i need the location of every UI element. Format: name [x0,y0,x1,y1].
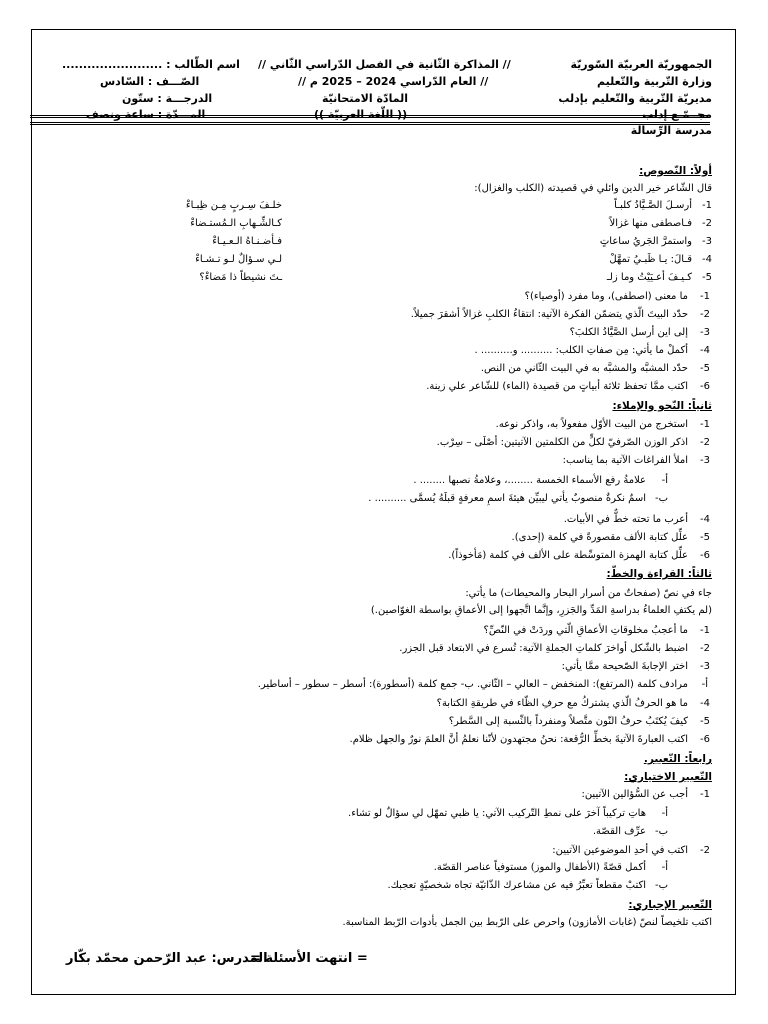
question-number: 1- [700,625,710,636]
header-duration: المـــدّة : ساعة ونصف [86,108,206,121]
question-number: 1- [700,291,710,302]
section-intro: جاء في نصّ (صفحاتٌ من أسرار البحار والمحيطات) ما يأتي: [465,588,712,599]
sub-question-letter: أ- [661,862,668,873]
poem-hemistich-left: فـأضـنـاهُ الـعـيـاءْ [212,236,282,247]
question-number: 6- [700,734,710,745]
question-number: 5- [700,363,710,374]
section-title: أولاً: النّصوص: [639,165,712,177]
question-text: ما هو الحرفُ الّذي يشتركُ مع حرفِ الظّاء في طريقةِ الكتابة؟ [436,698,688,709]
header-student-name: اسم الطّالب : ........................ [62,58,240,71]
question-text: حدّد البيتَ الّذي يتضمّن الفكرة الآتية: انتقاءُ الكلبِ غزالاً أشقرَ جميلاً. [410,309,688,320]
question-text: استخرج من البيت الأوّل مفعولاً به، واذكر نوعه. [495,419,688,430]
sub-question-text: عرِّف القصّة. [592,826,646,837]
sub-question-letter: أ- [661,475,668,486]
teacher-name: المدرس: عبد الرّحمن محمّد بكّار [66,951,268,966]
question-text: علِّل كتابة الهمزة المتوسِّطة على الألف في كلمة (مَأخوذاً). [448,550,688,561]
sub-question-text: أكمل قصّةً (الأطفال والموز) مستوفياً عناصر القصّة. [433,862,646,873]
header-center-line-1: // المذاكرة الثّانية في الفصل الدّراسي الثّاني // [258,58,511,71]
sub-question-text: علامةُ رفع الأسماء الخمسة ........، وعلامةُ نصبها ........ . [413,475,646,486]
section-title: ثانياً: النّحو والإملاء: [612,400,712,412]
question-number: 3- [700,455,710,466]
sub-question-letter: أ- [701,679,708,690]
header-score: الدرجـــة : ستّون [122,92,213,105]
question-text: حدّد المشبَّه والمشبَّه به في البيت الثّاني من النص. [480,363,688,374]
poem-hemistich-right: فـاصطفى منها غزالاً [609,218,692,229]
question-number: 1- [700,419,710,430]
poem-number: 4- [702,254,712,265]
question-text: اختر الإجابةَ الصّحيحة ممَّا يأتي: [561,661,688,672]
question-text: اضبط بالشّكل أواخرَ كلماتِ الجملةِ الآتية: تُسرع في الابتعاد قبل الجزر. [399,643,688,654]
header-right-line-4: مجــمّـع إدلب [642,108,712,121]
question-text: أكملْ ما يأتي: مِن صفاتِ الكلب: .......... و.......... . [474,345,688,356]
question-text: علِّل كتابة الألف مقصورةً في كلمة (إحدى). [511,532,688,543]
question-text: أعرب ما تحته خطٌّ في الأبيات. [563,514,688,525]
question-text: اكتب العبارةَ الآتيةَ بخطِّ الرُّقعة: نحنُ مجتهدون لأنّنا نعلمُ أنَّ العلمَ نورٌ والجهل ظلام. [349,734,688,745]
poem-number: 1- [702,200,712,211]
header-separator [30,115,710,125]
question-number: 2- [700,845,710,856]
header-right-line-5: مدرسة الرِّسالة [630,124,712,137]
question-number: 5- [700,716,710,727]
poem-hemistich-right: أرسـلَ الصَّـيَّادُ كلبـاً [614,200,692,211]
mandatory-task: اكتب تلخيصاً لنصّ (غابات الأمازون) واحرص على الرّبط بين الجمل بأدوات الرّبط المناسبة. [342,917,712,928]
question-number: 2- [700,643,710,654]
header-center-line-3: المادّة الامتحانيّة [322,92,408,105]
question-text: املأ الفراغات الآتية بما يناسب: [562,455,688,466]
sub-question-text: هاتِ تركيباً آخرَ على نمطِ التّركيب الآتي: يا ظبي تمهّل لي سؤالٌ لو تشاء. [348,808,646,819]
sub-question-text: مرادف كلمة (المرتفع): المنخفض – العالي – الثّاني. ب- جمع كلمة (أسطورة): أسطر – سطور – أساطير. [257,679,688,690]
poem-hemistich-right: قـالَ: يـا ظَبـيُ تمهَّلْ [609,254,692,265]
question-text: أجب عن السُّؤالين الآتيين: [581,789,688,800]
poem-hemistich-right: واستمرَّ الجَريُ ساعاتٍ [599,236,692,247]
end-of-questions: = انتهت الأسئلة = [250,951,368,966]
subsection-title-optional: التّعبير الاختياري: [624,771,712,783]
poem-hemistich-left: خلـفَ سِـربٍ مِـن ظِبـاءْ [185,200,282,211]
header-grade: الصّـــف : السّادس [100,75,200,88]
poem-hemistich-right: كـيـفَ أعـيَيْتُ وما زلـ [606,272,692,283]
header-right-line-2: وزارة التّربية والتّعليم [597,75,712,88]
question-text: اذكر الوزن الصّرفيّ لكلٍّ من الكلمتين الآتيتين: أصْلَى – سِرْب. [436,437,688,448]
subsection-title-mandatory: التّعبير الإجباري: [628,899,712,911]
question-number: 3- [700,661,710,672]
section-quote: (لم يكتفِ العلماءُ بدراسةِ المَدِّ والجَزرِ، وإنَّما اتَّجهوا إلى الأعماقِ بواسطة الغوّاصين.) [370,605,712,616]
question-text: إلى اين أرسل الصَّيَّادُ الكلبَ؟ [569,327,688,338]
question-number: 3- [700,327,710,338]
question-text: اكتب ممَّا تحفظ ثلاثة أبياتٍ من قصيدة (الماء) للشّاعر علي زينة. [426,381,688,392]
header-center-line-2: // العام الدّراسي 2024 – 2025 م // [298,75,489,88]
question-text: اكتب في أحدِ الموضوعين الآتيين: [552,845,688,856]
poem-number: 5- [702,272,712,283]
question-number: 1- [700,789,710,800]
question-number: 5- [700,532,710,543]
sub-question-text: اكتبْ مقطعاً تعبِّرُ فيه عن مشاعرك الذّاتيّة تجاه شخصيّةٍ تعجبك. [387,880,646,891]
sub-question-text: اسمٌ نكرةٌ منصوبٌ يأتي ليبيِّن هيئةَ اسمِ معرفةٍ قبلَهُ يُسمَّى .......... . [368,493,646,504]
question-number: 2- [700,437,710,448]
header-center-line-4: (( اللّغة العربيّة )) [314,108,408,121]
question-text: ما أعجبُ مخلوقاتِ الأعماقِ الّتي وردَتْ في النّصِّ؟ [483,625,688,636]
poem-number: 2- [702,218,712,229]
question-number: 6- [700,550,710,561]
section-intro: قال الشّاعر خير الدين وائلي في قصيدته (الكلب والغزال): [474,183,712,194]
question-number: 2- [700,309,710,320]
poem-hemistich-left: كـالشِّـهابِ الـمُستـضاءْ [190,218,282,229]
header-right-line-1: الجمهوريّة العربيّة السّوريّة [570,58,712,71]
header-right-line-3: مديريّة التّربية والتّعليم بإدلب [558,92,712,105]
poem-number: 3- [702,236,712,247]
question-text: كيفَ يُكتَبُ حرفُ النّون متَّصلاً ومنفرداً بالنِّسبة إلى السَّطر؟ [448,716,688,727]
question-number: 4- [700,345,710,356]
question-number: 4- [700,514,710,525]
poem-hemistich-left: لـي سـؤالٌ لـو تـشـاءْ [195,254,282,265]
sub-question-letter: ب- [654,880,668,891]
section-title: ثالثاً: القراءة والخطّ: [606,568,712,580]
question-number: 4- [700,698,710,709]
sub-question-letter: ب- [654,826,668,837]
question-number: 6- [700,381,710,392]
poem-hemistich-left: ـتَ نشيطاً ذا مَضاءْ؟ [199,272,282,283]
sub-question-letter: أ- [661,808,668,819]
section-title: رابعاً: التّعبير. [643,753,712,765]
question-text: ما معنى (اصطفى)، وما مفرد (أوصياء)؟ [524,291,688,302]
sub-question-letter: ب- [654,493,668,504]
